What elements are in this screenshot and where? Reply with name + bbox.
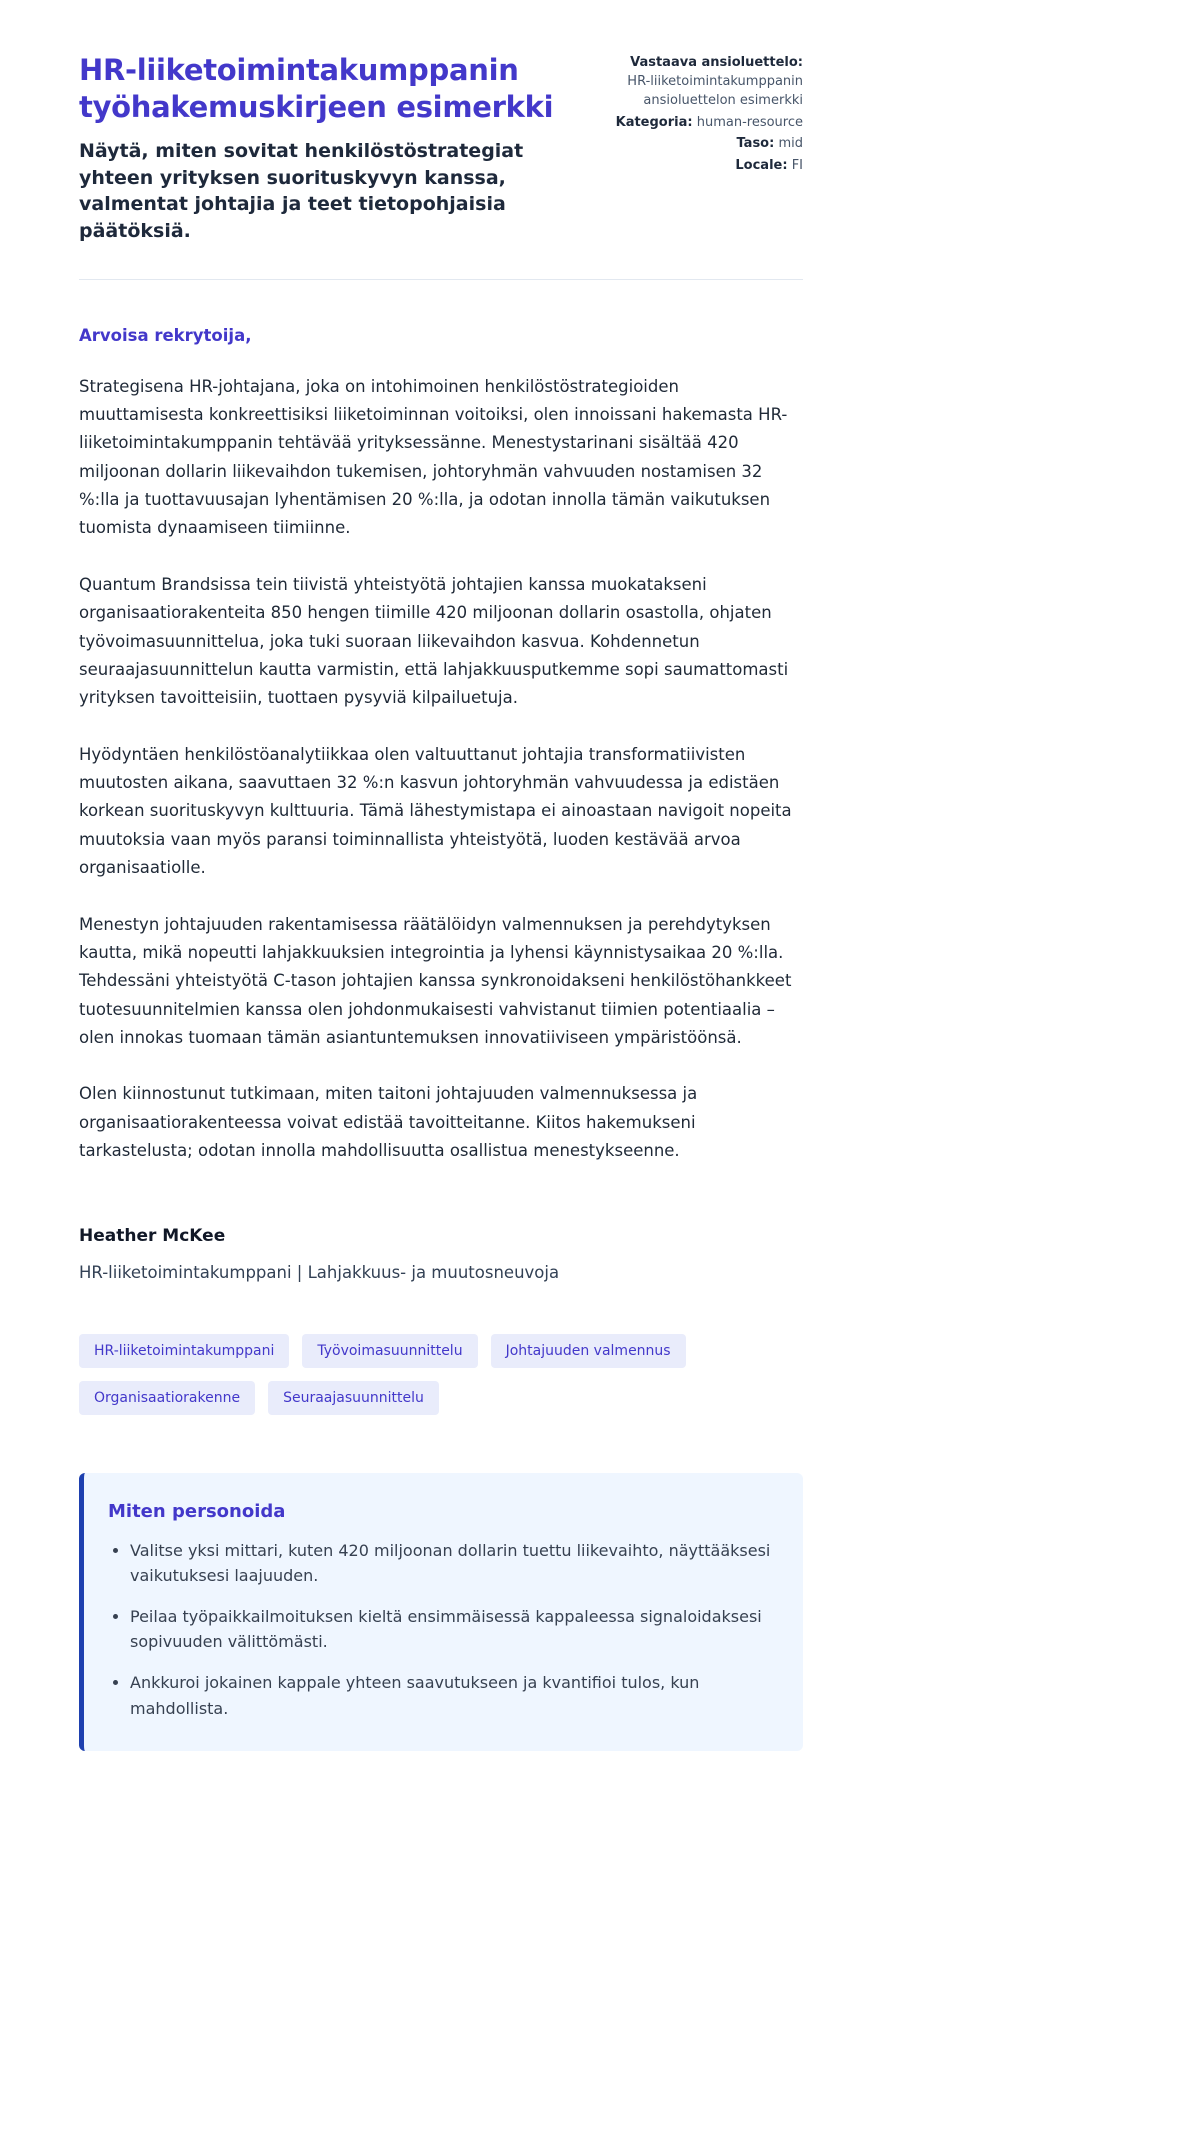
tag-chip[interactable]: HR-liiketoimintakumppani <box>79 1334 289 1368</box>
content-column <box>79 52 803 1751</box>
tips-title: Miten personoida <box>108 1500 286 1522</box>
signature-role: HR-liiketoimintakumppani | Lahjakkuus- ja muutosneuvoja <box>79 1262 560 1282</box>
meta-panel <box>607 52 803 179</box>
tag-chip[interactable]: Työvoimasuunnittelu <box>302 1334 477 1368</box>
meta-category-label: Kategoria: <box>615 114 693 130</box>
meta-category <box>607 114 803 133</box>
meta-locale <box>607 157 803 176</box>
page-subtitle: Näytä, miten sovitat henkilöstöstrategiat yhteen yrityksen suorituskyvyn kanssa, valmentat johtajia ja teet tietopohjaisia päätöksiä. <box>79 140 524 242</box>
tag-chip[interactable]: Organisaatiorakenne <box>79 1381 255 1415</box>
meta-resume-value: HR-liiketoimintakumppanin ansioluettelon esimerkki <box>627 73 803 108</box>
header <box>79 52 803 245</box>
meta-resume <box>607 54 803 111</box>
tip-item: • Ankkuroi jokainen kappale yhteen saavutukseen ja kvantifioi tulos, kun mahdollista. <box>130 1670 773 1721</box>
letter-paragraph: Strategisena HR-johtajana, joka on intohimoinen henkilöstöstrategioiden muuttamisesta konkreettisiksi liiketoiminnan voitoiksi, olen innoissani hakemasta HR-liiketoimintakumppanin tehtävää yrityksessänne. Menestystarinani sisältää 420 miljoonan dollarin liikevaihdon tukemisen, johtoryhmän vahvuuden nostamisen 32 %:lla ja tuottavuusajan lyhentämisen 20 %:lla, ja odotan innolla tämän vaikutuksen tuomista dynaamiseen tiimiinne. <box>79 376 788 538</box>
letter-paragraph: Hyödyntäen henkilöstöanalytiikkaa olen valtuuttanut johtajia transformatiivisten muutosten aikana, saavuttaen 32 %:n kasvun johtoryhmän vahvuudessa ja edistäen korkean suorituskyvyn kulttuuria. Tämä lähestymistapa ei ainoastaan navigoit nopeita muutoksia vaan myös paransi toiminnallista yhteistyötä, luoden kestävää arvoa organisaatiolle. <box>79 744 792 878</box>
letter-paragraph: Quantum Brandsissa tein tiivistä yhteistyötä johtajien kanssa muokatakseni organisaatiorakenteita 850 hengen tiimille 420 miljoonan dollarin osastolla, ohjaten työvoimasuunnittelua, joka tuki suoraan liikevaihdon kasvua. Kohdennetun seuraajasuunnittelun kautta varmistin, että lahjakkuusputkemme sopi saumattomasti yrityksen tavoitteisiin, tuottaen pysyviä kilpailuetuja. <box>79 574 789 708</box>
page-title: HR-liiketoimintakumppanin työhakemuskirjeen esimerkki <box>79 53 554 125</box>
tag-chip[interactable]: Johtajuuden valmennus <box>491 1334 686 1368</box>
letter-greeting: Arvoisa rekrytoija, <box>79 325 252 345</box>
letter-paragraph: Menestyn johtajuuden rakentamisessa räätälöidyn valmennuksen ja perehdytyksen kautta, mikä nopeutti lahjakkuuksien integrointia ja lyhensi käynnistysaikaa 20 %:lla. Tehdessäni yhteistyötä C-tason johtajien kanssa synkronoidakseni henkilöstöhankkeet tuotesuunnitelmien kanssa olen johdonmukaisesti vahvistanut tiimien potentiaalia – olen innokas tuomaan tämän asiantuntemuksen innovatiiviseen ympäristöönsä. <box>79 914 792 1048</box>
tips-list <box>108 1538 773 1722</box>
personalization-tips-box <box>79 1473 803 1752</box>
tag-list <box>79 1334 803 1415</box>
tip-item: • Valitse yksi mittari, kuten 420 miljoonan dollarin tuettu liikevaihto, näyttääksesi vaikutuksesi laajuuden. <box>130 1538 773 1589</box>
letter-paragraph: Olen kiinnostunut tutkimaan, miten taitoni johtajuuden valmennuksessa ja organisaatiorakenteessa voivat edistää tavoitteitanne. Kiitos hakemukseni tarkastelusta; odotan innolla mahdollisuutta osallistua menestykseenne. <box>79 1084 698 1161</box>
signature-name: Heather McKee <box>79 1225 226 1246</box>
meta-level-label: Taso: <box>736 136 775 152</box>
meta-category-value: human-resource <box>696 114 803 130</box>
meta-locale-value: FI <box>791 158 803 174</box>
meta-level <box>607 135 803 154</box>
header-left <box>79 52 581 245</box>
letter-body <box>79 326 803 1282</box>
meta-locale-label: Locale: <box>735 158 788 174</box>
meta-level-value: mid <box>778 136 803 152</box>
meta-resume-label: Vastaava ansioluettelo: <box>630 55 803 70</box>
header-divider <box>79 279 803 280</box>
tag-chip[interactable]: Seuraajasuunnittelu <box>268 1381 439 1415</box>
tip-item: • Peilaa työpaikkailmoituksen kieltä ensimmäisessä kappaleessa signaloidaksesi sopivuuden välittömästi. <box>130 1604 773 1655</box>
